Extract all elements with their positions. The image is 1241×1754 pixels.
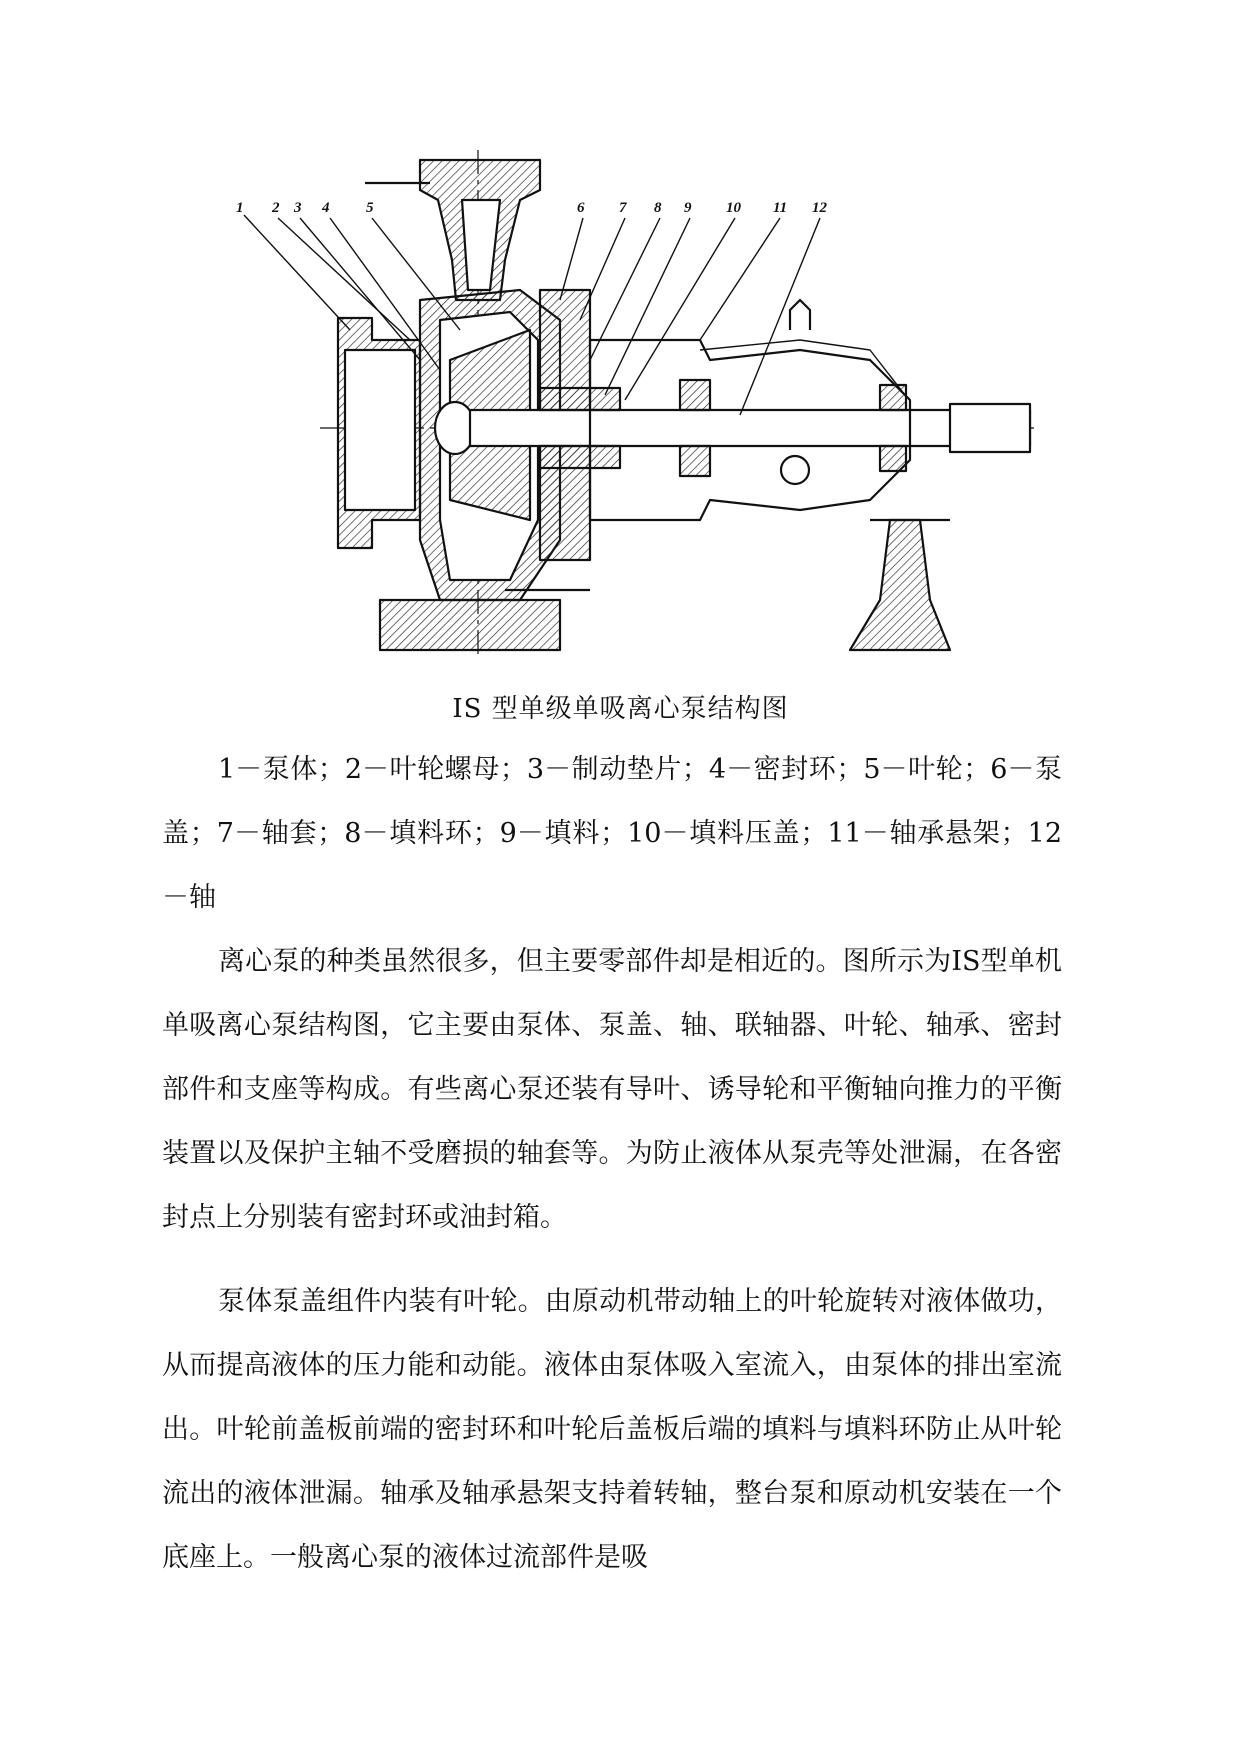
part-number-label: 9 xyxy=(684,200,692,216)
part-number-label: 8 xyxy=(654,200,662,216)
part-number-label: 7 xyxy=(619,200,627,216)
pump-cross-section-drawing xyxy=(0,0,1241,700)
body-paragraph: 泵体泵盖组件内装有叶轮。由原动机带动轴上的叶轮旋转对液体做功，从而提高液体的压力能和动能。液体由泵体吸入室流入，由泵体的排出室流出。叶轮前盖板前端的密封环和叶轮后盖板后端的填料与填料环防止从叶轮流出的液体泄漏。轴承及轴承悬架支持着转轴，整台泵和原动机安装在一个底座上。一般离心泵的液体过流部件是吸 xyxy=(162,1286,1062,1573)
part-number-label: 3 xyxy=(294,200,302,216)
body-paragraph: 离心泵的种类虽然很多，但主要零部件却是相近的。图所示为IS型单机单吸离心泵结构图，它主要由泵体、泵盖、轴、联轴器、叶轮、轴承、密封部件和支座等构成。有些离心泵还装有导叶、诱导轮和平衡轴向推力的平衡装置以及保护主轴不受磨损的轴套等。为防止液体从泵壳等处泄漏，在各密封点上分别装有密封环或油封箱。 xyxy=(162,946,1062,1233)
figure-caption: IS 型单级单吸离心泵结构图 xyxy=(452,694,789,724)
part-number-label: 10 xyxy=(726,200,741,216)
part-number-label: 1 xyxy=(236,200,244,216)
pump-structure-figure xyxy=(0,0,1241,700)
figure-legend: 1－泵体；2－叶轮螺母；3－制动垫片；4－密封环；5－叶轮；6－泵盖；7－轴套；8－填料环；9－填料；10－填料压盖；11－轴承悬架；12－轴 xyxy=(162,754,1062,913)
part-number-label: 12 xyxy=(812,200,827,216)
part-number-label: 11 xyxy=(773,200,788,216)
part-number-label: 6 xyxy=(577,200,585,216)
part-number-label: 4 xyxy=(322,200,330,216)
part-number-label: 2 xyxy=(272,200,280,216)
part-number-label: 5 xyxy=(366,200,374,216)
